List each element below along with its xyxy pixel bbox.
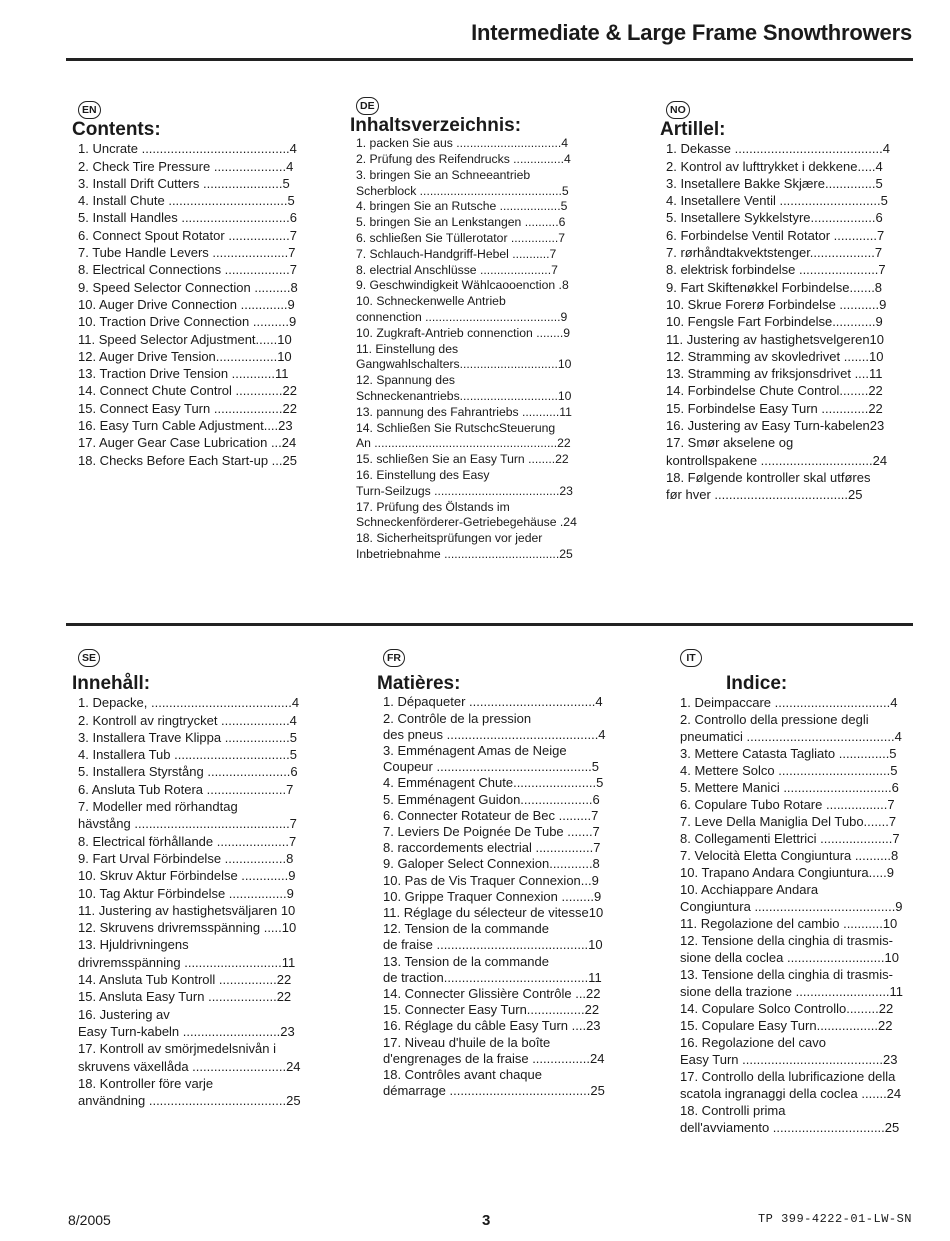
toc-entry: 4. Installera Tub ................................5 xyxy=(78,747,297,763)
toc-list-it xyxy=(680,694,930,1136)
toc-entry: 10. Pas de Vis Traquer Connexion...9 xyxy=(383,872,599,888)
document-title: Intermediate & Large Frame Snowthrowers xyxy=(471,20,912,45)
language-badge-en: EN xyxy=(78,101,101,119)
toc-entry: 5. Mettere Manici ..............................6 xyxy=(680,780,899,796)
toc-entry: 14. Connect Chute Control .............22 xyxy=(78,383,297,399)
section-title-de: Inhaltsverzeichnis: xyxy=(350,115,522,136)
toc-entry: 13. pannung des Fahrantriebs ...........11 xyxy=(356,404,572,419)
section-se xyxy=(72,648,336,1109)
footer-date: 8/2005 xyxy=(68,1212,111,1228)
section-it xyxy=(680,648,930,1136)
toc-entry: 10. Traction Drive Connection ..........9 xyxy=(78,314,297,330)
toc-entry: d'engrenages de la fraise ................24 xyxy=(383,1050,605,1066)
toc-entry: 8. raccordements electrial ................7 xyxy=(383,840,601,856)
toc-entry: 14. Copulare Solco Controllo.........22 xyxy=(680,1001,894,1017)
toc-entry: 7. Leviers De Poignée De Tube .......7 xyxy=(383,823,600,839)
toc-entry: 2. Prüfung des Reifendrucks ...............4 xyxy=(356,152,571,167)
toc-entry: 18. Contrôles avant chaque xyxy=(383,1066,542,1082)
toc-entry: 7. rørhåndtakvektstenger..................7 xyxy=(666,245,883,261)
toc-entry: 15. Ansluta Easy Turn ...................22 xyxy=(78,989,292,1005)
toc-entry: 5. Installera Styrstång .......................6 xyxy=(78,764,298,780)
toc-entry: 12. Auger Drive Tension.................10 xyxy=(78,348,292,364)
toc-entry: 11. Réglage du sélecteur de vitesse10 xyxy=(383,904,604,920)
toc-entry: 3. Insetallere Bakke Skjære..............5 xyxy=(666,175,883,191)
toc-entry: 10. Grippe Traquer Connexion .........9 xyxy=(383,888,602,904)
toc-entry: 17. Controllo della lubrificazione della xyxy=(680,1069,896,1085)
toc-entry: 18. Kontroller före varje xyxy=(78,1075,214,1091)
toc-entry: 9. Geschwindigkeit Wählcaooenction .8 xyxy=(356,278,569,293)
toc-entry: 7. Modeller med rörhandtag xyxy=(78,799,238,815)
toc-entry: 13. Hjuldrivningens xyxy=(78,937,189,953)
toc-entry: 11. Regolazione del cambio ...........10 xyxy=(680,916,898,932)
toc-entry: 8. elektrisk forbindelse ......................7 xyxy=(666,262,886,278)
toc-entry: 10. Tag Aktur Förbindelse ................9 xyxy=(78,885,294,901)
toc-entry: dell'avviamento ...............................25 xyxy=(680,1120,900,1136)
toc-entry: 12. Spannung des xyxy=(356,373,455,388)
toc-entry: 16. Justering av xyxy=(78,1006,170,1022)
toc-entry: 14. Connecter Glissière Contrôle ...22 xyxy=(383,985,601,1001)
toc-entry: 12. Skruvens drivremsspänning .....10 xyxy=(78,920,297,936)
toc-entry: 13. Tensione della cinghia di trasmis- xyxy=(680,967,893,983)
toc-entry: Easy Turn-kabeln ...........................23 xyxy=(78,1023,295,1039)
toc-entry: 11. Speed Selector Adjustment......10 xyxy=(78,331,292,347)
top-divider xyxy=(66,58,913,61)
toc-entry: 3. Mettere Catasta Tagliato ..............5 xyxy=(680,746,897,762)
toc-entry: 11. Einstellung des xyxy=(356,341,459,356)
toc-entry: 4. Emménagent Chute.......................5 xyxy=(383,775,604,791)
toc-entry: 14. Forbindelse Chute Control........22 xyxy=(666,383,883,399)
toc-entry: 18. Sicherheitsprüfungen vor jeder xyxy=(356,531,543,546)
section-title-en: Contents: xyxy=(72,119,161,140)
toc-entry: 1. Dépaqueter ...................................4 xyxy=(383,694,603,710)
toc-entry: 14. Schließen Sie RutschcSteuerung xyxy=(356,420,556,435)
language-badge-de: DE xyxy=(356,97,379,115)
toc-entry: 6. schließen Sie Tüllerotator ..............7 xyxy=(356,231,566,246)
toc-entry: Coupeur ...........................................5 xyxy=(383,759,600,775)
toc-entry: 12. Tensione della cinghia di trasmis- xyxy=(680,933,893,949)
toc-entry: 8. electrial Anschlüsse .....................7 xyxy=(356,262,558,277)
toc-entry: 14. Ansluta Tub Kontroll ................22 xyxy=(78,972,292,988)
toc-entry: 4. bringen Sie an Rutsche ..................5 xyxy=(356,199,568,214)
toc-entry: 9. Fart Urval Förbindelse .................8 xyxy=(78,850,294,866)
toc-list-no xyxy=(666,140,921,503)
toc-entry: kontrollspakene ...............................24 xyxy=(666,452,888,468)
toc-entry: 3. Install Drift Cutters ......................5 xyxy=(78,175,290,191)
section-en xyxy=(72,100,336,469)
toc-entry: 18. Checks Before Each Start-up ...25 xyxy=(78,452,297,468)
toc-entry: 8. Electrical förhållande ....................7 xyxy=(78,833,297,849)
toc-entry: 8. Collegamenti Elettrici ....................7 xyxy=(680,831,900,847)
toc-entry: 2. Check Tire Pressure ....................4 xyxy=(78,158,294,174)
toc-entry: 7. Leve Della Maniglia Del Tubo.......7 xyxy=(680,814,897,830)
toc-entry: 1. packen Sie aus ...............................4 xyxy=(356,136,569,151)
toc-entry: Turn-Seilzugs .....................................23 xyxy=(356,483,573,498)
toc-entry: 17. Prüfung des Ölstands im xyxy=(356,499,510,514)
toc-entry: 15. Forbindelse Easy Turn .............22 xyxy=(666,400,883,416)
toc-entry: Gangwahlschalters.............................10 xyxy=(356,357,572,372)
toc-entry: 15. Copulare Easy Turn.................22 xyxy=(680,1018,893,1034)
toc-entry: 6. Ansluta Tub Rotera ......................7 xyxy=(78,781,294,797)
toc-entry: 18. Følgende kontroller skal utføres xyxy=(666,469,871,485)
toc-entry: 6. Copulare Tubo Rotare .................7 xyxy=(680,797,895,813)
toc-entry: scatola ingranaggi della coclea .......24 xyxy=(680,1086,902,1102)
toc-entry: 1. Dekasse .........................................4 xyxy=(666,141,890,157)
toc-entry: drivremsspänning ...........................11 xyxy=(78,954,296,970)
toc-entry: 10. Skruv Aktur Förbindelse .............9 xyxy=(78,868,296,884)
toc-entry: 12. Stramming av skovledrivet .......10 xyxy=(666,348,884,364)
section-title-it: Indice: xyxy=(726,673,788,694)
section-title-fr: Matières: xyxy=(377,673,461,694)
toc-entry: 17. Niveau d'huile de la boîte xyxy=(383,1034,551,1050)
toc-entry: 10. Skrue Forerø Forbindelse ...........9 xyxy=(666,296,887,312)
language-badge-no: NO xyxy=(666,101,690,119)
language-badge-se: SE xyxy=(78,649,100,667)
toc-list-fr xyxy=(383,694,638,1099)
toc-entry: 17. Smør akselene og xyxy=(666,435,794,451)
toc-entry: 16. Einstellung des Easy xyxy=(356,468,490,483)
toc-entry: 4. Mettere Solco ...............................5 xyxy=(680,763,898,779)
toc-entry: Inbetriebnahme ..................................25 xyxy=(356,547,573,562)
toc-entry: 15. Connecter Easy Turn................22 xyxy=(383,1002,600,1018)
section-title-se: Innehåll: xyxy=(72,673,151,694)
toc-entry: 3. Emménagent Amas de Neige xyxy=(383,742,567,758)
toc-entry: de fraise ..........................................10 xyxy=(383,937,603,953)
toc-entry: 2. Kontroll av ringtrycket ...................4 xyxy=(78,712,297,728)
toc-entry: pneumatici .........................................4 xyxy=(680,729,902,745)
toc-entry: 4. Install Chute .................................5 xyxy=(78,193,295,209)
toc-entry: 6. Connecter Rotateur de Bec .........7 xyxy=(383,807,599,823)
toc-entry: An ......................................................22 xyxy=(356,436,571,451)
toc-entry: 16. Regolazione del cavo xyxy=(680,1035,826,1051)
toc-entry: 15. Connect Easy Turn ...................22 xyxy=(78,400,297,416)
toc-entry: 7. Schlauch-Handgriff-Hebel ...........7 xyxy=(356,246,557,261)
toc-entry: 3. bringen Sie an Schneeantrieb xyxy=(356,167,531,182)
toc-entry: 11. Justering av hastighetsväljaren 10 xyxy=(78,902,296,918)
toc-entry: connenction ........................................9 xyxy=(356,310,568,325)
language-badge-it: IT xyxy=(680,649,702,667)
toc-entry: 13. Stramming av friksjonsdrivet ....11 xyxy=(666,366,883,382)
toc-entry: démarrage .......................................25 xyxy=(383,1083,605,1099)
toc-entry: Scherblock ..........................................5 xyxy=(356,183,569,198)
toc-entry: 10. Auger Drive Connection .............9 xyxy=(78,296,295,312)
section-de xyxy=(350,96,608,563)
toc-list-de xyxy=(356,136,608,563)
toc-entry: 10. Schneckenwelle Antrieb xyxy=(356,294,506,309)
toc-entry: 9. Fart Skiftenøkkel Forbindelse.......8 xyxy=(666,279,883,295)
section-fr xyxy=(377,648,638,1099)
toc-entry: 16. Easy Turn Cable Adjustment....23 xyxy=(78,418,293,434)
toc-entry: 1. Uncrate .........................................4 xyxy=(78,141,297,157)
toc-entry: 5. Emménagent Guidon....................6 xyxy=(383,791,600,807)
toc-entry: 6. Forbindelse Ventil Rotator ............7 xyxy=(666,227,885,243)
toc-entry: sione della trazione ..........................11 xyxy=(680,984,904,1000)
language-badge-fr: FR xyxy=(383,649,405,667)
toc-entry: 18. Controlli prima xyxy=(680,1103,786,1119)
toc-entry: 2. Controllo della pressione degli xyxy=(680,712,869,728)
toc-entry: 15. schließen Sie an Easy Turn ........22 xyxy=(356,452,569,467)
toc-entry: 10. Fengsle Fart Forbindelse............9 xyxy=(666,314,883,330)
toc-entry: Schneckenförderer-Getriebegehäuse .24 xyxy=(356,515,577,530)
toc-entry: 13. Traction Drive Tension ............11 xyxy=(78,366,289,382)
toc-entry: 16. Réglage du câble Easy Turn ....23 xyxy=(383,1018,601,1034)
toc-entry: 11. Justering av hastighetsvelgeren10 xyxy=(666,331,885,347)
toc-entry: 5. Install Handles ..............................6 xyxy=(78,210,297,226)
toc-entry: 5. Insetallere Sykkelstyre..................6 xyxy=(666,210,883,226)
toc-list-se xyxy=(78,694,336,1109)
toc-entry: 10. Trapano Andara Congiuntura.....9 xyxy=(680,865,894,881)
toc-entry: 12. Tension de la commande xyxy=(383,921,549,937)
toc-entry: 4. Insetallere Ventil ............................5 xyxy=(666,193,888,209)
toc-entry: 7. Tube Handle Levers .....................7 xyxy=(78,245,296,261)
document-code: TP 399-4222-01-LW-SN xyxy=(757,1212,912,1226)
toc-entry: 8. Electrical Connections ..................7 xyxy=(78,262,297,278)
page-number: 3 xyxy=(482,1212,491,1229)
toc-entry: skruvens växellåda ..........................24 xyxy=(78,1058,301,1074)
toc-entry: hävstång ...........................................7 xyxy=(78,816,297,832)
toc-entry: 1. Deimpaccare ................................4 xyxy=(680,695,898,711)
toc-entry: før hver .....................................25 xyxy=(666,487,863,503)
toc-entry: 16. Justering av Easy Turn-kabelen23 xyxy=(666,418,885,434)
toc-entry: 2. Contrôle de la pression xyxy=(383,710,532,726)
toc-entry: 5. bringen Sie an Lenkstangen ..........6 xyxy=(356,215,566,230)
toc-entry: 2. Kontrol av lufttrykket i dekkene.....4 xyxy=(666,158,883,174)
toc-entry: 10. Acchiappare Andara xyxy=(680,882,819,898)
toc-list-en xyxy=(78,140,336,469)
toc-entry: 6. Connect Spout Rotator .................7 xyxy=(78,227,297,243)
toc-entry: 9. Galoper Select Connexion............8 xyxy=(383,856,600,872)
toc-entry: 17. Kontroll av smörjmedelsnivån i xyxy=(78,1041,276,1057)
toc-entry: 9. Speed Selector Connection ..........8 xyxy=(78,279,298,295)
toc-entry: des pneus ..........................................4 xyxy=(383,726,606,742)
toc-entry: Congiuntura .......................................9 xyxy=(680,899,903,915)
middle-divider xyxy=(66,623,913,626)
toc-entry: 13. Tension de la commande xyxy=(383,953,549,969)
toc-entry: de traction........................................11 xyxy=(383,969,602,985)
toc-entry: 7. Velocità Eletta Congiuntura ..........8 xyxy=(680,848,899,864)
toc-entry: Easy Turn .......................................23 xyxy=(680,1052,898,1068)
section-title-no: Artillel: xyxy=(660,119,726,140)
toc-entry: 17. Auger Gear Case Lubrication ...24 xyxy=(78,435,297,451)
toc-entry: sione della coclea ...........................10 xyxy=(680,950,899,966)
toc-entry: 10. Zugkraft-Antrieb connenction ........9 xyxy=(356,325,571,340)
toc-entry: användning ......................................25 xyxy=(78,1093,301,1109)
toc-entry: 1. Depacke, .......................................4 xyxy=(78,695,300,711)
toc-entry: Schneckenantriebs.............................10 xyxy=(356,389,572,404)
section-no xyxy=(660,100,921,504)
toc-entry: 3. Installera Trave Klippa ..................5 xyxy=(78,729,297,745)
